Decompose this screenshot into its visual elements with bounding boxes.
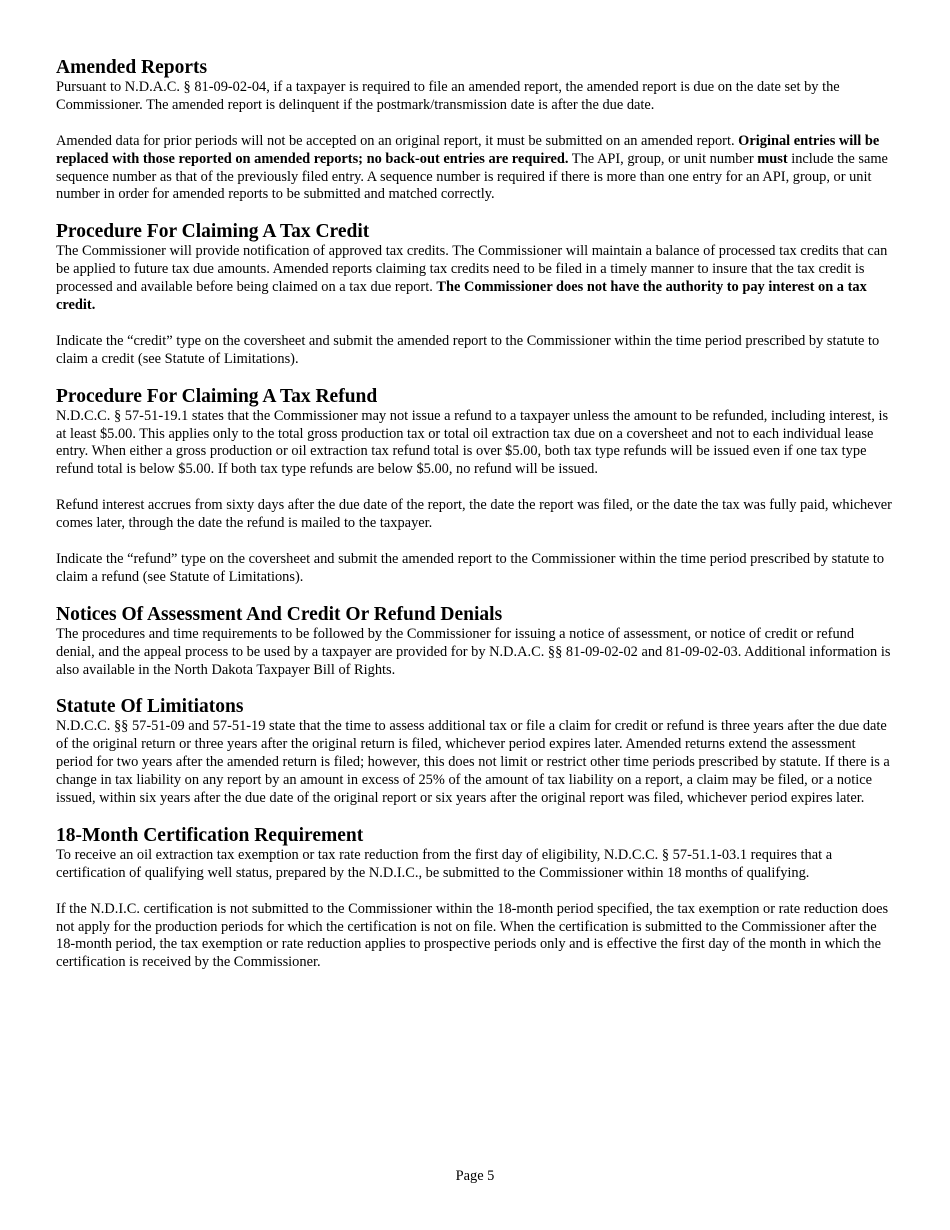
paragraph — [56, 133, 892, 205]
text-run: Amended data for prior periods will not be accepted on an original report, it must be submitted on an amended report. — [56, 132, 739, 149]
paragraph: N.D.C.C. § 57-51-19.1 states that the Commissioner may not issue a refund to a taxpayer unless the amount to be refunded, including interest, is at least $5.00. This applies only to the total gross production tax or total oil extraction tax due on a coversheet and not to each individual lease entry. When either a gross production or oil extraction tax refund total is over $5.00, both tax type refunds will be issued even if one tax type refund total is below $5.00. If both tax type refunds are below $5.00, no refund will be issued. — [56, 407, 889, 478]
section-amended-reports — [56, 57, 892, 204]
paragraph: Pursuant to N.D.A.C. § 81-09-02-04, if a taxpayer is required to file an amended report, the amended report is due on the date set by the Commissioner. The amended report is delinquent if the postmark/transmission date is after the due date. — [56, 79, 840, 113]
page-number: Page 5 — [455, 1168, 495, 1184]
paragraph — [56, 243, 892, 315]
section-heading: Notices Of Assessment And Credit Or Refund Denials — [56, 603, 503, 625]
section-heading: Procedure For Claiming A Tax Credit — [56, 221, 370, 243]
text-run: The API, group, or unit number — [568, 150, 758, 167]
paragraph: Refund interest accrues from sixty days after the due date of the report, the date the report was filed, or the date the tax was fully paid, whichever comes later, through the date the refund is mailed to the taxpayer. — [56, 497, 892, 532]
paragraph: Indicate the “credit” type on the coversheet and submit the amended report to the Commissioner within the time period prescribed by statute to claim a credit (see Statute of Limitations). — [56, 332, 880, 367]
bold-text-run: must — [757, 150, 788, 167]
section-statute — [56, 696, 892, 808]
bold-text-run: Original entries will be replaced with those reported on amended reports; no back-out entries are required. — [56, 132, 880, 167]
section-tax-refund — [56, 386, 892, 587]
section-heading: 18-Month Certification Requirement — [56, 824, 364, 846]
section-heading: Statute Of Limitiatons — [56, 696, 244, 718]
paragraph: Indicate the “refund” type on the coversheet and submit the amended report to the Commissioner within the time period prescribed by statute to claim a refund (see Statute of Limitations). — [56, 550, 885, 585]
text-run: include the same sequence number as that of the previously filed entry. A sequence number is required if there is more than one entry for an API, group, or unit number in order for amended reports to be submitted and matched correctly. — [56, 150, 888, 203]
paragraph: N.D.C.C. §§ 57-51-09 and 57-51-19 state that the time to assess additional tax or file a claim for credit or refund is three years after the due date of the original return or three years after the original return is filed, whichever period expires later. Amended returns extend the assessment period for two years after the amended return is filed; however, this does not limit or restrict other time periods prescribed by statute. If there is a change in tax liability on any report by an amount in excess of 25% of the amount of tax liability on a report, a claim may be filed, or a notice issued, within six years after the due date of the original report or six years after the original report was filed, whichever period expires later. — [56, 718, 890, 807]
section-tax-credit — [56, 221, 892, 368]
section-heading: Procedure For Claiming A Tax Refund — [56, 385, 378, 407]
paragraph: To receive an oil extraction tax exemption or tax rate reduction from the first day of eligibility, N.D.C.C. § 57-51.1-03.1 requires that a certification of qualifying well status, prepared by the N.D.I.C., be submitted to the Commissioner within 18 months of qualifying. — [56, 846, 833, 881]
paragraph: If the N.D.I.C. certification is not submitted to the Commissioner within the 18-month period specified, the tax exemption or rate reduction does not apply for the production periods for which the certification is not on file. When the certification is submitted to the Commissioner after the 18-month period, the tax exemption or rate reduction applies to prospective periods only and is effective the first day of the month in which the certification is received by the Commissioner. — [56, 900, 889, 971]
document-page — [56, 57, 892, 985]
bold-text-run: The Commissioner does not have the authority to pay interest on a tax credit. — [56, 279, 867, 314]
paragraph: The procedures and time requirements to be followed by the Commissioner for issuing a notice of assessment, or notice of credit or refund denial, and the appeal process to be used by a taxpayer are provided for by N.D.A.C. §§ 81-09-02-02 and 81-09-02-03. Additional information is also available in the North Dakota Taxpayer Bill of Rights. — [56, 625, 891, 678]
text-run: The Commissioner will provide notification of approved tax credits. The Commissioner will maintain a balance of processed tax credits that can be applied to future tax due amounts. Amended reports claiming tax credits need to be filed in a timely manner to insure that the tax credit is processed and available before being claimed on a tax due report. — [56, 243, 888, 296]
section-heading: Amended Reports — [56, 57, 208, 78]
section-certification — [56, 825, 892, 972]
section-notices — [56, 604, 892, 680]
